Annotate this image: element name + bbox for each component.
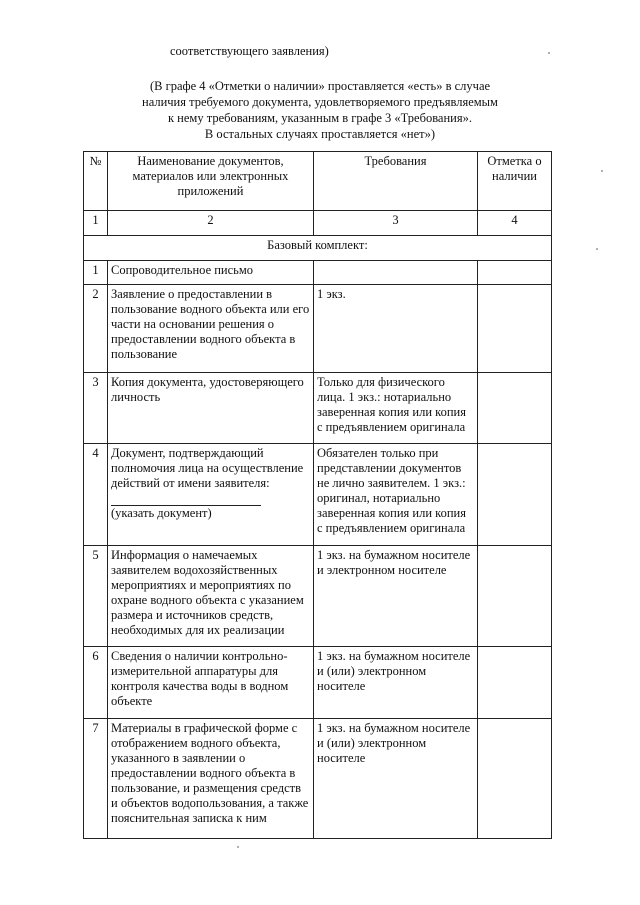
column-number: 3 [314,211,478,236]
documents-table [83,151,552,839]
row-document-name: Копия документа, удостоверяющего личность [108,373,314,444]
scan-speck [548,52,550,54]
row-number: 5 [84,546,108,647]
row-requirements: 1 экз. [314,285,478,373]
row-number: 3 [84,373,108,444]
column-number: 1 [84,211,108,236]
header-requirements: Требования [314,152,478,211]
instruction-line: В остальных случаях проставляется «нет») [204,127,436,141]
header-document-name: Наименование документов, материалов или электронных приложений [108,152,314,211]
column-number: 4 [478,211,552,236]
row-number: 7 [84,719,108,839]
table-row [84,546,552,647]
table-row [84,285,552,373]
row-document-name: Документ, подтверждающий полномочия лица на осуществление действий от имени заявителя: [111,446,304,490]
row-requirements: 1 экз. на бумажном носителе и (или) электронном носителе [314,719,478,839]
fill-in-line [111,495,261,506]
row-document-name: Заявление о предоставлении в пользование водного объекта или его части на основании решения о предоставлении водного объекта в пользование [108,285,314,373]
row-requirements: 1 экз. на бумажном носителе и электронном носителе [314,546,478,647]
instruction-line: (В графе 4 «Отметки о наличии» проставляется «есть» в случае [149,79,491,93]
row-number: 4 [84,444,108,546]
table-row [84,719,552,839]
row-requirements: Только для физического лица. 1 экз.: нотариально заверенная копия или копия с предъявлением оригинала [314,373,478,444]
intro-continuation-line: соответствующего заявления) [170,44,329,58]
row-availability-mark [478,719,552,839]
row-document-name: Информация о намечаемых заявителем водохозяйственных мероприятиях и мероприятиях по охране водного объекта с указанием размера и источников средств, необходимых для их реализации [108,546,314,647]
header-availability-mark: Отметка о наличии [478,152,552,211]
row-requirements [314,261,478,285]
row-document-note: (указать документ) [111,506,212,520]
row-availability-mark [478,261,552,285]
row-document-name: Материалы в графической форме с отображением водного объекта, указанного в заявлении о предоставлении водного объекта в пользование, и размещения средств и объектов водопользования, а также пояснительная записка к ним [108,719,314,839]
row-number: 2 [84,285,108,373]
column-number-row [84,211,552,236]
row-availability-mark [478,373,552,444]
header-number: № [84,152,108,211]
scan-speck [596,248,598,250]
table-row [84,647,552,719]
row-document-name: Сведения о наличии контрольно-измерительной аппаратуры для контроля качества воды в водном объекте [108,647,314,719]
row-availability-mark [478,285,552,373]
row-number: 1 [84,261,108,285]
row-document-name: Сопроводительное письмо [108,261,314,285]
scan-speck [601,170,603,172]
row-availability-mark [478,444,552,546]
instruction-line: к нему требованиям, указанным в графе 3 «Требования». [167,111,472,125]
table-row [84,261,552,285]
row-number: 6 [84,647,108,719]
table-row [84,444,552,546]
row-document-name-cell [108,444,314,546]
row-requirements: 1 экз. на бумажном носителе и (или) электронном носителе [314,647,478,719]
table-row [84,373,552,444]
row-requirements: Обязателен только при представлении документов не лично заявителем. 1 экз.: оригинал, нотариально заверенная копия или копия с предъявлением оригинала [314,444,478,546]
section-title: Базовый комплект: [84,236,552,261]
section-row [84,236,552,261]
instruction-paragraph [120,78,520,142]
table-header-row [84,152,552,211]
column-number: 2 [108,211,314,236]
scan-speck [237,846,239,848]
row-availability-mark [478,647,552,719]
row-availability-mark [478,546,552,647]
instruction-line: наличия требуемого документа, удовлетворяемого предъявляемым [142,95,498,109]
